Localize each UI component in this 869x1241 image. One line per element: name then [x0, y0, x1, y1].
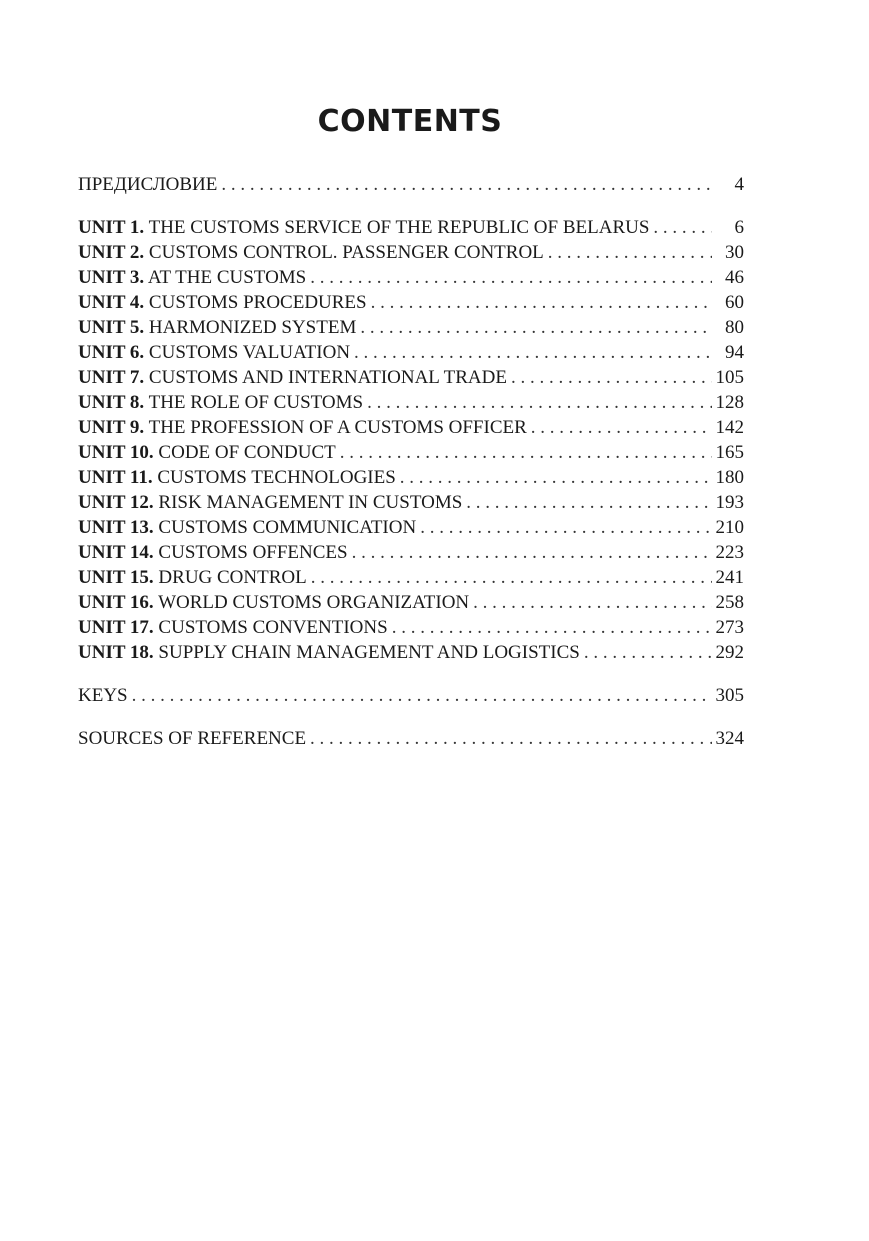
dot-leader — [132, 683, 712, 708]
toc-entry-preface[interactable] — [78, 172, 744, 197]
dot-leader — [352, 540, 712, 565]
toc-page-number: 273 — [715, 617, 744, 638]
toc-page-number: 165 — [715, 442, 744, 463]
dot-leader — [653, 215, 712, 240]
unit-number: UNIT 5. — [78, 317, 145, 338]
dot-leader — [531, 415, 712, 440]
dot-leader — [400, 465, 712, 490]
toc-entry-label: ПРЕДИСЛОВИЕ — [78, 174, 218, 195]
toc-page-number: 292 — [715, 642, 744, 663]
toc-page-number: 193 — [715, 492, 744, 513]
toc-entry-unit-7[interactable] — [78, 365, 744, 390]
toc-entry-unit-11[interactable] — [78, 465, 744, 490]
unit-title: DRUG CONTROL — [158, 567, 307, 588]
toc-entry-unit-18[interactable] — [78, 640, 744, 665]
toc-page-number: 105 — [715, 367, 744, 388]
unit-title: WORLD CUSTOMS ORGANIZATION — [158, 592, 470, 613]
dot-leader — [584, 640, 712, 665]
toc-entry-unit-10[interactable] — [78, 440, 744, 465]
dot-leader — [371, 290, 712, 315]
toc-page-number: 258 — [715, 592, 744, 613]
unit-title: CUSTOMS TECHNOLOGIES — [157, 467, 396, 488]
unit-title: THE CUSTOMS SERVICE OF THE REPUBLIC OF BELARUS — [148, 217, 650, 238]
toc-entry-unit-16[interactable] — [78, 590, 744, 615]
unit-title: CUSTOMS PROCEDURES — [148, 292, 367, 313]
toc-entry-label: SOURCES OF REFERENCE — [78, 728, 307, 749]
unit-number: UNIT 4. — [78, 292, 145, 313]
table-of-contents — [78, 172, 744, 751]
unit-title: THE ROLE OF CUSTOMS — [148, 392, 364, 413]
toc-page-number: 223 — [715, 542, 744, 563]
unit-title: SUPPLY CHAIN MANAGEMENT AND LOGISTICS — [158, 642, 580, 663]
dot-leader — [310, 265, 712, 290]
unit-number: UNIT 17. — [78, 617, 154, 638]
unit-title: CUSTOMS CONTROL. PASSENGER CONTROL — [148, 242, 544, 263]
dot-leader — [310, 726, 711, 751]
toc-page-number: 80 — [725, 317, 744, 338]
toc-page-number: 128 — [715, 392, 744, 413]
unit-title: CUSTOMS OFFENCES — [158, 542, 348, 563]
dot-leader — [367, 390, 711, 415]
dot-leader — [311, 565, 712, 590]
dot-leader — [420, 515, 711, 540]
toc-page-number: 210 — [715, 517, 744, 538]
toc-entry-sources-of-reference[interactable] — [78, 726, 744, 751]
toc-page-number: 6 — [734, 217, 744, 238]
toc-entry-unit-12[interactable] — [78, 490, 744, 515]
toc-entry-unit-14[interactable] — [78, 540, 744, 565]
dot-leader — [340, 440, 712, 465]
toc-entry-label: KEYS — [78, 685, 128, 706]
unit-number: UNIT 16. — [78, 592, 154, 613]
unit-number: UNIT 3. — [78, 267, 145, 288]
dot-leader — [354, 340, 712, 365]
unit-title: CUSTOMS VALUATION — [148, 342, 351, 363]
toc-page-number: 305 — [715, 685, 744, 706]
unit-number: UNIT 11. — [78, 467, 153, 488]
unit-number: UNIT 2. — [78, 242, 145, 263]
toc-entry-unit-13[interactable] — [78, 515, 744, 540]
dot-leader — [548, 240, 712, 265]
unit-title: CUSTOMS CONVENTIONS — [158, 617, 388, 638]
toc-page-number: 142 — [715, 417, 744, 438]
toc-entry-unit-5[interactable] — [78, 315, 744, 340]
toc-entry-unit-9[interactable] — [78, 415, 744, 440]
unit-title: AT THE CUSTOMS — [147, 267, 307, 288]
unit-title: RISK MANAGEMENT IN CUSTOMS — [158, 492, 463, 513]
toc-entry-unit-1[interactable] — [78, 215, 744, 240]
toc-entry-unit-3[interactable] — [78, 265, 744, 290]
toc-page-number: 60 — [725, 292, 744, 313]
toc-entry-unit-8[interactable] — [78, 390, 744, 415]
toc-entry-unit-15[interactable] — [78, 565, 744, 590]
unit-number: UNIT 6. — [78, 342, 145, 363]
unit-number: UNIT 14. — [78, 542, 154, 563]
unit-number: UNIT 7. — [78, 367, 145, 388]
toc-page-number: 241 — [715, 567, 744, 588]
toc-page-number: 46 — [725, 267, 744, 288]
toc-entry-unit-17[interactable] — [78, 615, 744, 640]
unit-number: UNIT 8. — [78, 392, 145, 413]
unit-number: UNIT 15. — [78, 567, 154, 588]
dot-leader — [392, 615, 712, 640]
dot-leader — [466, 490, 711, 515]
toc-page-number: 180 — [715, 467, 744, 488]
unit-title: CUSTOMS AND INTERNATIONAL TRADE — [148, 367, 507, 388]
unit-number: UNIT 9. — [78, 417, 145, 438]
unit-number: UNIT 10. — [78, 442, 154, 463]
unit-title: THE PROFESSION OF A CUSTOMS OFFICER — [148, 417, 527, 438]
unit-number: UNIT 13. — [78, 517, 154, 538]
toc-entry-unit-4[interactable] — [78, 290, 744, 315]
toc-entry-keys[interactable] — [78, 683, 744, 708]
unit-title: CUSTOMS COMMUNICATION — [158, 517, 417, 538]
page-title: CONTENTS — [317, 104, 503, 139]
unit-title: CODE OF CONDUCT — [158, 442, 336, 463]
toc-page-number: 30 — [725, 242, 744, 263]
dot-leader — [221, 172, 712, 197]
unit-number: UNIT 18. — [78, 642, 154, 663]
dot-leader — [511, 365, 712, 390]
dot-leader — [360, 315, 712, 340]
toc-page-number: 4 — [734, 174, 744, 195]
toc-entry-unit-6[interactable] — [78, 340, 744, 365]
dot-leader — [473, 590, 711, 615]
toc-page-number: 324 — [715, 728, 744, 749]
unit-title: HARMONIZED SYSTEM — [148, 317, 357, 338]
toc-page-number: 94 — [725, 342, 744, 363]
unit-number: UNIT 1. — [78, 217, 145, 238]
unit-number: UNIT 12. — [78, 492, 154, 513]
toc-entry-unit-2[interactable] — [78, 240, 744, 265]
